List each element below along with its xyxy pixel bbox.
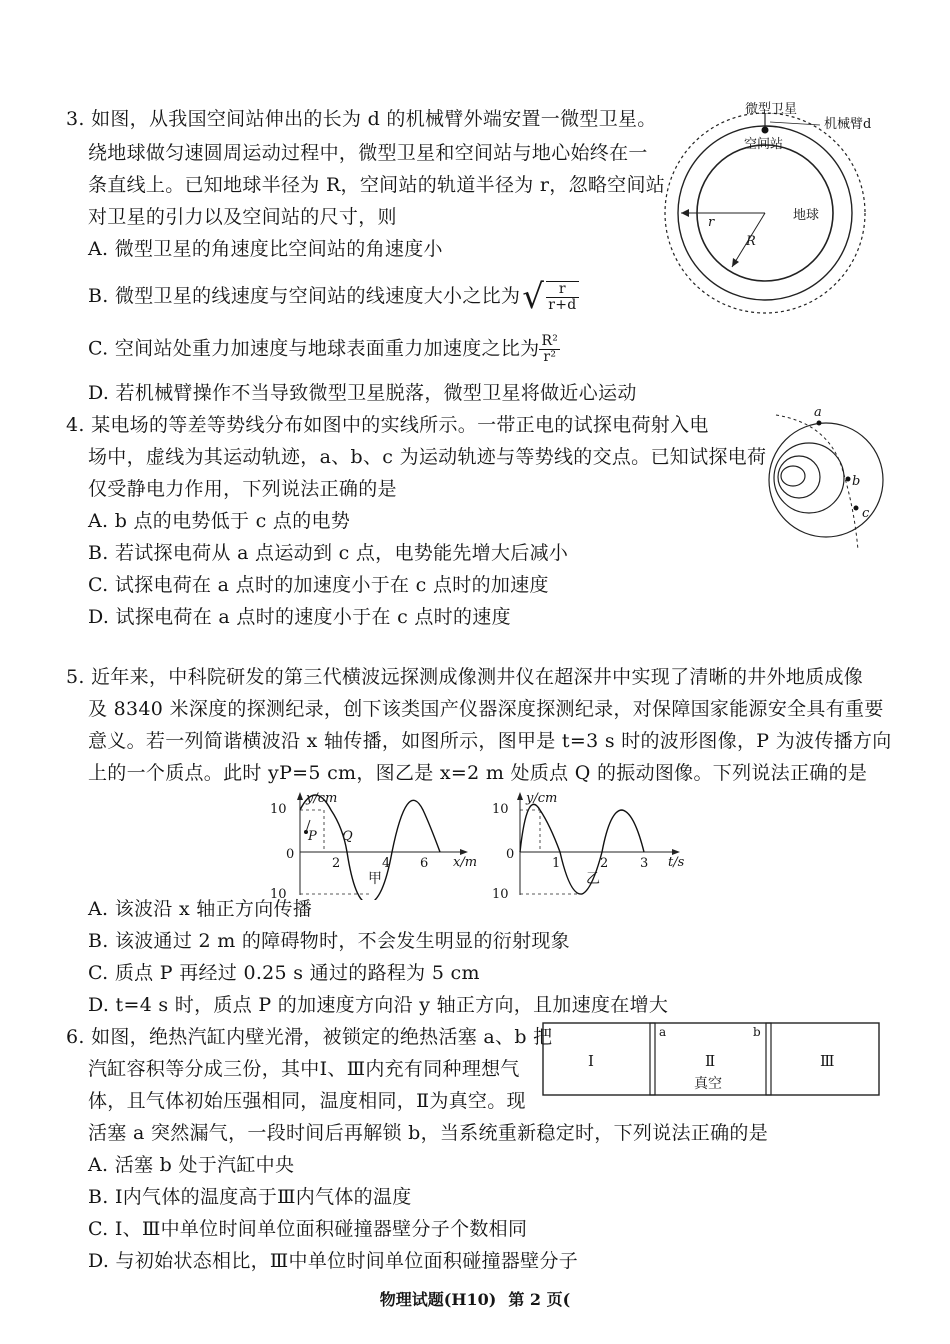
tick-x-2: 2 — [332, 856, 341, 871]
q6-stem-line-1: 6. 如图，绝热汽缸内壁光滑，被锁定的绝热活塞 a、b 把 — [66, 1026, 553, 1048]
trajectory-dashed — [776, 415, 861, 550]
point-a — [817, 421, 822, 426]
q4-option-d: D. 试探电荷在 a 点时的速度小于在 c 点时的速度 — [88, 606, 511, 628]
y-axis-label: y/cm — [526, 791, 558, 806]
q6-option-b: B. Ⅰ内气体的温度高于Ⅲ内气体的温度 — [88, 1186, 412, 1208]
q6-option-c: C. Ⅰ、Ⅲ中单位时间单位面积碰撞器壁分子个数相同 — [88, 1218, 528, 1240]
y-top-label: 10 — [270, 802, 287, 817]
q3-option-b-fraction — [546, 282, 578, 313]
frac-den: r² — [543, 349, 557, 365]
P-label: P — [308, 829, 317, 844]
point-b — [846, 477, 851, 482]
y-bottom-label: 10 — [492, 887, 509, 900]
q4-option-b: B. 若试探电荷从 a 点运动到 c 点，电势能先增大后减小 — [88, 542, 569, 564]
q3-option-b-text: B. 微型卫星的线速度与空间站的线速度大小之比为 — [88, 285, 521, 307]
q3-option-a: A. 微型卫星的角速度比空间站的角速度小 — [88, 238, 443, 260]
Q-label: Q — [342, 829, 353, 844]
x-axis-label: x/m — [453, 855, 478, 870]
tick-x-6: 6 — [420, 856, 429, 871]
piston-b-label: b — [753, 1025, 761, 1039]
q5-caption-jia: 甲 — [368, 871, 383, 887]
tick-t-3: 3 — [640, 856, 649, 871]
page-footer — [0, 1287, 950, 1310]
tick-x-4: 4 — [382, 856, 391, 871]
q3-option-c-fraction — [539, 334, 560, 365]
q6-stem-line-3: 体，且气体初始压强相同，温度相同，Ⅱ为真空。现 — [88, 1090, 526, 1112]
arm-leader — [770, 122, 820, 125]
satellite-label: 微型卫星 — [745, 102, 798, 117]
piston-a — [650, 1023, 655, 1095]
y-top-label: 10 — [492, 802, 509, 817]
R-label: R — [746, 234, 756, 249]
q3-stem-line-4: 对卫星的引力以及空间站的尺寸，则 — [88, 206, 397, 228]
sqrt-body — [546, 281, 578, 313]
frac-num: r — [546, 282, 578, 298]
tick-t-2: 2 — [600, 856, 609, 871]
q4-stem-line-2: 场中，虚线为其运动轨迹，a、b、c 为运动轨迹与等势线的交点。已知试探电荷 — [88, 446, 767, 468]
q3-option-c-text: C. 空间站处重力加速度与地球表面重力加速度之比为 — [88, 337, 540, 360]
earth-label: 地球 — [793, 208, 820, 223]
q3-stem-line-1: 3. 如图，从我国空间站伸出的长为 d 的机械臂外端安置一微型卫星。 — [66, 108, 657, 130]
r-label: r — [708, 215, 715, 230]
t-axis-label: t/s — [668, 855, 685, 870]
q5-stem-line-2: 及 8340 米深度的探测纪录，创下该类国产仪器深度探测纪录，对保障国家能源安全具有重要 — [88, 698, 884, 720]
q4-stem-line-1: 4. 某电场的等差等势线分布如图中的实线所示。一带正电的试探电荷射入电 — [66, 414, 709, 436]
arm-label: 机械臂d — [824, 117, 872, 132]
piston-b — [766, 1023, 771, 1095]
y-axis-arrow — [517, 792, 523, 800]
chamber-II-label: Ⅱ — [705, 1052, 716, 1070]
point-c — [854, 506, 859, 511]
piston-a-label: a — [659, 1025, 667, 1039]
vibration-curve — [520, 804, 644, 894]
q3-option-d: D. 若机械臂操作不当导致微型卫星脱落，微型卫星将做近心运动 — [88, 382, 637, 404]
q5-option-a: A. 该波沿 x 轴正方向传播 — [88, 898, 313, 920]
origin-label: 0 — [506, 847, 515, 862]
equipotential-core — [781, 466, 805, 486]
q3-stem-line-2: 绕地球做匀速圆周运动过程中，微型卫星和空间站与地心始终在一 — [88, 142, 648, 164]
arrowhead-r — [681, 209, 689, 217]
equipotential-middle — [774, 443, 844, 513]
tick-t-1: 1 — [552, 856, 561, 871]
frac-num: R² — [541, 333, 559, 349]
station-label: 空间站 — [744, 137, 784, 152]
satellite-dot — [762, 127, 769, 134]
footer-page: 第 2 页( — [508, 1290, 571, 1309]
q5-stem-line-3: 意义。若一列简谐横波沿 x 轴传播，如图所示，图甲是 t=3 s 时的波形图像，P 为波传播方向 — [88, 730, 892, 752]
q3-option-c — [88, 334, 560, 365]
q3-option-b — [88, 277, 579, 317]
q6-cylinder-figure — [542, 1022, 882, 1102]
q5-stem-line-1: 5. 近年来，中科院研发的第三代横波远探测成像测井仪在超深井中实现了清晰的井外地质成像 — [66, 666, 864, 688]
q4-option-a: A. b 点的电势低于 c 点的电势 — [88, 510, 351, 532]
origin-label: 0 — [286, 847, 295, 862]
label-b: b — [852, 474, 861, 489]
sqrt-sign: √ — [522, 277, 545, 317]
y-axis-label: y/cm — [306, 791, 338, 806]
q6-option-a: A. 活塞 b 处于汽缸中央 — [88, 1154, 295, 1176]
chamber-I-label: Ⅰ — [588, 1052, 594, 1070]
y-bottom-label: 10 — [270, 887, 287, 900]
q5-option-c: C. 质点 P 再经过 0.25 s 通过的路程为 5 cm — [88, 962, 480, 984]
q5-option-d: D. t=4 s 时，质点 P 的加速度方向沿 y 轴正方向，且加速度在增大 — [88, 994, 669, 1016]
q6-stem-line-2: 汽缸容积等分成三份，其中Ⅰ、Ⅲ内充有同种理想气 — [88, 1058, 520, 1080]
q3-orbit-figure — [660, 95, 890, 339]
arrowhead-R — [732, 258, 739, 267]
q4-option-c: C. 试探电荷在 a 点时的加速度小于在 c 点时的加速度 — [88, 574, 549, 596]
q5-caption-yi: 乙 — [586, 871, 601, 887]
footer-title: 物理试题(H10) — [379, 1290, 497, 1309]
frac-den: r+d — [548, 297, 577, 313]
equipotential-inner — [778, 456, 820, 498]
label-a: a — [814, 405, 822, 420]
q3-stem-line-3: 条直线上。已知地球半径为 R，空间站的轨道半径为 r，忽略空间站 — [88, 174, 666, 196]
q6-stem-line-4: 活塞 a 突然漏气，一段时间后再解锁 b，当系统重新稳定时，下列说法正确的是 — [88, 1122, 769, 1144]
q4-stem-line-3: 仅受静电力作用，下列说法正确的是 — [88, 478, 397, 500]
chamber-III-label: Ⅲ — [820, 1052, 835, 1070]
q5-option-b: B. 该波通过 2 m 的障碍物时，不会发生明显的衍射现象 — [88, 930, 570, 952]
q4-equipotential-figure — [756, 405, 886, 559]
vacuum-label: 真空 — [694, 1076, 722, 1092]
y-axis-arrow — [297, 792, 303, 800]
label-c: c — [862, 506, 870, 521]
q5-stem-line-4: 上的一个质点。此时 yP=5 cm，图乙是 x=2 m 处质点 Q 的振动图像。下列说法正确的是 — [88, 762, 868, 784]
q6-option-d: D. 与初始状态相比，Ⅲ中单位时间单位面积碰撞器壁分子 — [88, 1250, 579, 1272]
